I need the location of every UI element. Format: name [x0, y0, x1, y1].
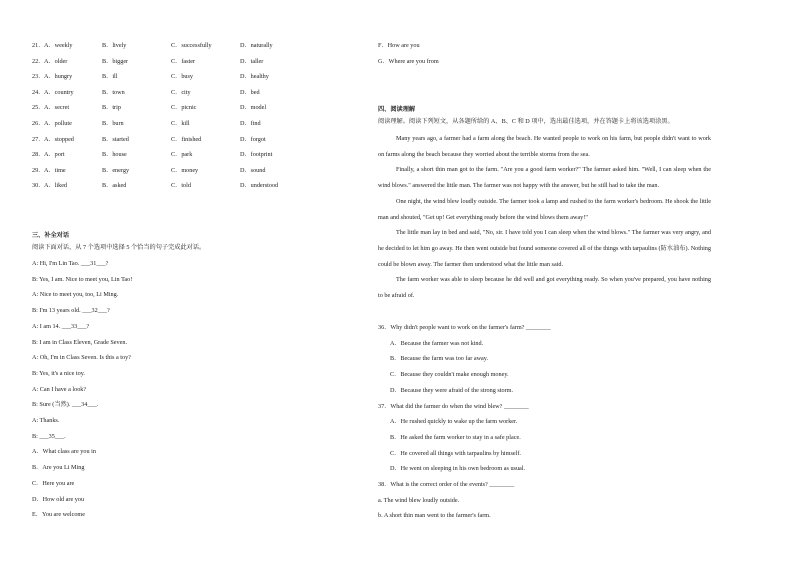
- option-d: D．understood: [240, 182, 279, 190]
- mcq-row: [32, 136, 357, 145]
- dialogue-line: B: I am in Class Eleven, Grade Seven.: [32, 338, 128, 346]
- question-option: A．Because the farmer was not kind.: [390, 339, 484, 347]
- passage-paragraph: The farm worker was able to sleep because he did well and got everything ready. So when you've prepared, you have nothing to be afraid of.: [378, 276, 711, 300]
- option-c: C．finished: [171, 135, 202, 143]
- option-d: D．footprint: [240, 151, 273, 159]
- option-b: B．burn: [102, 120, 124, 127]
- option-a: A．country: [44, 88, 74, 96]
- option-c: C．kill: [171, 120, 190, 127]
- option-d: D．naturally: [240, 42, 273, 49]
- question-number: 22．: [32, 57, 45, 65]
- dialogue-line: D．How old are you: [32, 495, 85, 503]
- option-b: B．ill: [102, 73, 118, 81]
- question-number: 28．: [32, 151, 45, 159]
- question-option: C．He covered all things with tarpaulins by himself.: [390, 449, 521, 457]
- option-a: A．pollute: [44, 120, 72, 127]
- passage-paragraph: Finally, a short thin man got to the farm. "Are you a good farm worker?" The farmer asked him. "Well, I can sleep when the wind blows." answered the little man. The farmer was not happy with the answer, but he still had to take the man.: [378, 166, 711, 190]
- option-d: D．model: [240, 104, 267, 112]
- mcq-row: [32, 120, 357, 129]
- option-d: D．forgot: [240, 135, 266, 143]
- passage-paragraph: One night, the wind blew loudly outside. The farmer took a lamp and rushed to the farm worker's bedroom. He shook the little man and shouted, "Get up! Get everything ready before the wind blows them away!": [378, 197, 711, 221]
- dialogue-line: B: ___35___.: [32, 432, 66, 440]
- dialogue-line: B: Yes, it's a nice toy.: [32, 369, 85, 377]
- question-option: D．Because they were afraid of the strong storm.: [390, 386, 514, 394]
- option-d: D．bed: [240, 88, 260, 96]
- option-c: C．successfully: [171, 42, 212, 49]
- option-c: C．told: [171, 182, 191, 190]
- passage-paragraph: The little man lay in bed and said, "No, sir. I have told you I can sleep when the wind blows." The farmer was very angry, and he decided to let him go away. He then went outside but found someone covered all of the things with tarpaulins (防水油布). Nothing could be blown away. The farmer then understood what the little man said.: [378, 229, 711, 268]
- section3-instruction: 阅读下面对话，从 7 个选项中选择 5 个恰当的句子完成此对话。: [32, 244, 206, 251]
- option-a: A．hungry: [44, 73, 73, 81]
- option-b: B．asked: [102, 182, 127, 190]
- dialogue-line: A: Can I have a look?: [32, 385, 87, 393]
- dialogue-line: A: I am 14. ___33___?: [32, 322, 90, 330]
- question-number: 26．: [32, 120, 45, 127]
- option-a: A．port: [44, 151, 65, 159]
- dialogue-line: A: Thanks.: [32, 417, 60, 424]
- question-number: 25．: [32, 104, 45, 112]
- option-d: D．find: [240, 120, 261, 127]
- option-b: B．trip: [102, 104, 121, 112]
- question-option: a. The wind blew loudly outside.: [378, 496, 460, 504]
- section3-title: 三、补全对话: [32, 232, 70, 239]
- question-number: 23．: [32, 73, 45, 81]
- section4-title: 四、阅读理解: [378, 106, 416, 113]
- dialogue-line: A．What class are you in: [32, 448, 96, 456]
- option-b: B．lively: [102, 42, 127, 49]
- dialogue-line: B: Yes, I am. Nice to meet you, Lin Tao!: [32, 275, 133, 283]
- question-option: D．He went on sleeping in his own bedroom as usual.: [390, 465, 526, 473]
- option-b: B．energy: [102, 166, 130, 174]
- mcq-row: [32, 58, 357, 67]
- option-c: C．money: [171, 166, 199, 174]
- dialogue-line: A: Nice to meet you, too, Li Ming.: [32, 291, 119, 299]
- reading-passage: [378, 131, 711, 304]
- option-c: C．park: [171, 151, 193, 159]
- mcq-row: [32, 151, 357, 160]
- option-a: A．stopped: [44, 135, 74, 143]
- question-number: 29．: [32, 166, 45, 174]
- option-g: G．Where are you from: [378, 58, 439, 65]
- dialogue-line: E．You are welcome: [32, 511, 85, 519]
- option-c: C．faster: [171, 57, 196, 65]
- question-number: 27．: [32, 135, 45, 143]
- option-b: B．town: [102, 88, 125, 96]
- question-option: B．Because the farm was too far away.: [390, 355, 489, 363]
- mcq-row: [32, 182, 357, 191]
- question-number: 24．: [32, 88, 45, 96]
- dialogue-line: A: Hi, I'm Lin Tao. ___31___?: [32, 260, 109, 267]
- option-c: C．picnic: [171, 104, 197, 112]
- option-a: A．time: [44, 166, 66, 174]
- question-option: B．He asked the farm worker to stay in a safe place.: [390, 433, 521, 441]
- question-option: b. A short thin man went to the farmer's farm.: [378, 512, 491, 520]
- dialogue-line: C．Here you are: [32, 479, 75, 487]
- dialogue-line: B: Sure (当然). ___34___.: [32, 401, 99, 409]
- mcq-row: [32, 167, 357, 176]
- mcq-row: [32, 73, 357, 82]
- option-b: B．bigger: [102, 57, 129, 65]
- question-number: 30．: [32, 182, 45, 190]
- dialogue-line: A: Oh, I'm in Class Seven. Is this a toy?: [32, 354, 131, 362]
- option-a: A．weekly: [44, 42, 73, 49]
- mcq-row: [32, 89, 357, 98]
- option-c: C．city: [171, 88, 191, 96]
- question-stem: 38．What is the correct order of the events? ________: [378, 481, 515, 488]
- dialogue-line: B．Are you Li Ming: [32, 464, 85, 472]
- dialogue-line: B: I'm 13 years old. ___32___?: [32, 307, 110, 315]
- option-a: A．secret: [44, 104, 70, 112]
- option-b: B．house: [102, 151, 127, 159]
- passage-paragraph: Many years ago, a farmer had a farm along the beach. He wanted people to work on his farm, but people didn't want to work on farms along the beach because they worried about the terrible storms from the sea.: [378, 135, 711, 158]
- option-b: B．started: [102, 135, 129, 143]
- question-stem: 36．Why didn't people want to work on the farmer's farm? ________: [378, 324, 551, 331]
- mcq-row: [32, 42, 357, 51]
- option-f: F．How are you: [378, 42, 420, 49]
- option-d: D．taller: [240, 57, 264, 65]
- question-option: C．Because they couldn't make enough money.: [390, 371, 509, 379]
- question-number: 21．: [32, 42, 45, 49]
- question-stem: 37．What did the farmer do when the wind blew? ________: [378, 402, 529, 410]
- option-d: D．sound: [240, 166, 266, 174]
- mcq-row: [32, 104, 357, 113]
- option-a: A．older: [44, 57, 68, 65]
- option-a: A．liked: [44, 182, 68, 190]
- section4-instruction: 阅读理解。阅读下列短文，从各题所给的 A、B、C 和 D 项中，选出最佳选项，并在答题卡上将该选项涂黑。: [378, 118, 674, 125]
- option-d: D．healthy: [240, 73, 269, 81]
- question-option: A．He rushed quickly to wake up the farm worker.: [390, 418, 518, 426]
- option-c: C．busy: [171, 73, 194, 81]
